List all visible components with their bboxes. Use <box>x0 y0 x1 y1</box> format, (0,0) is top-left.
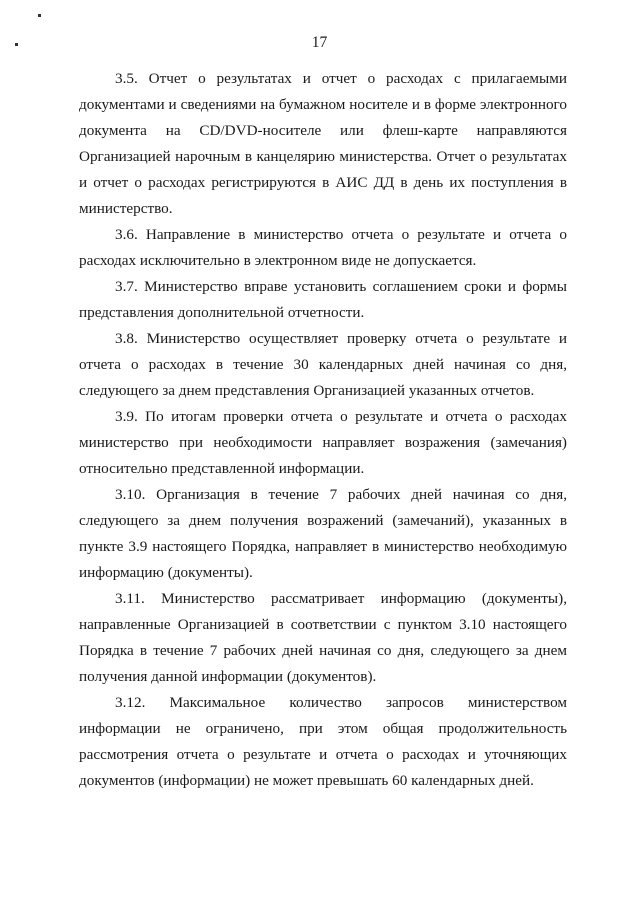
page-number: 17 <box>311 34 328 51</box>
paragraph-3-9: 3.9. По итогам проверки отчета о результате и отчета о расходах министерство при необходимости направляет возражения (замечания) относительно представленной информации. <box>79 408 567 477</box>
paragraph-3-11: 3.11. Министерство рассматривает информацию (документы), направленные Организацией в соответствии с пунктом 3.10 настоящего Порядка в течение 7 рабочих дней начиная со дня, следующего за днем получения данной информации (документов). <box>79 590 567 685</box>
paragraph-3-5: 3.5. Отчет о результатах и отчет о расходах с прилагаемыми документами и сведениями на бумажном носителе и в форме электронного документа на CD/DVD-носителе или флеш-карте направляются Организацией нарочным в канцелярию министерства. Отчет о результатах и отчет о расходах регистрируются в АИС ДД в день их поступления в министерство. <box>79 70 567 217</box>
document-body <box>79 66 567 794</box>
scan-mark-top <box>38 14 41 17</box>
paragraph-3-7: 3.7. Министерство вправе установить соглашением сроки и формы представления дополнительной отчетности. <box>79 278 567 321</box>
paragraph-3-6: 3.6. Направление в министерство отчета о результате и отчета о расходах исключительно в электронном виде не допускается. <box>79 226 567 269</box>
paragraph-3-8: 3.8. Министерство осуществляет проверку отчета о результате и отчета о расходах в течение 30 календарных дней начиная со дня, следующего за днем представления Организацией указанных отчетов. <box>79 330 567 399</box>
paragraph-3-12: 3.12. Максимальное количество запросов министерством информации не ограничено, при этом общая продолжительность рассмотрения отчета о результате и отчета о расходах и уточняющих документов (информации) не может превышать 60 календарных дней. <box>79 694 567 789</box>
paragraph-3-10: 3.10. Организация в течение 7 рабочих дней начиная со дня, следующего за днем получения возражений (замечаний), указанных в пункте 3.9 настоящего Порядка, направляет в министерство необходимую информацию (документы). <box>79 486 567 581</box>
